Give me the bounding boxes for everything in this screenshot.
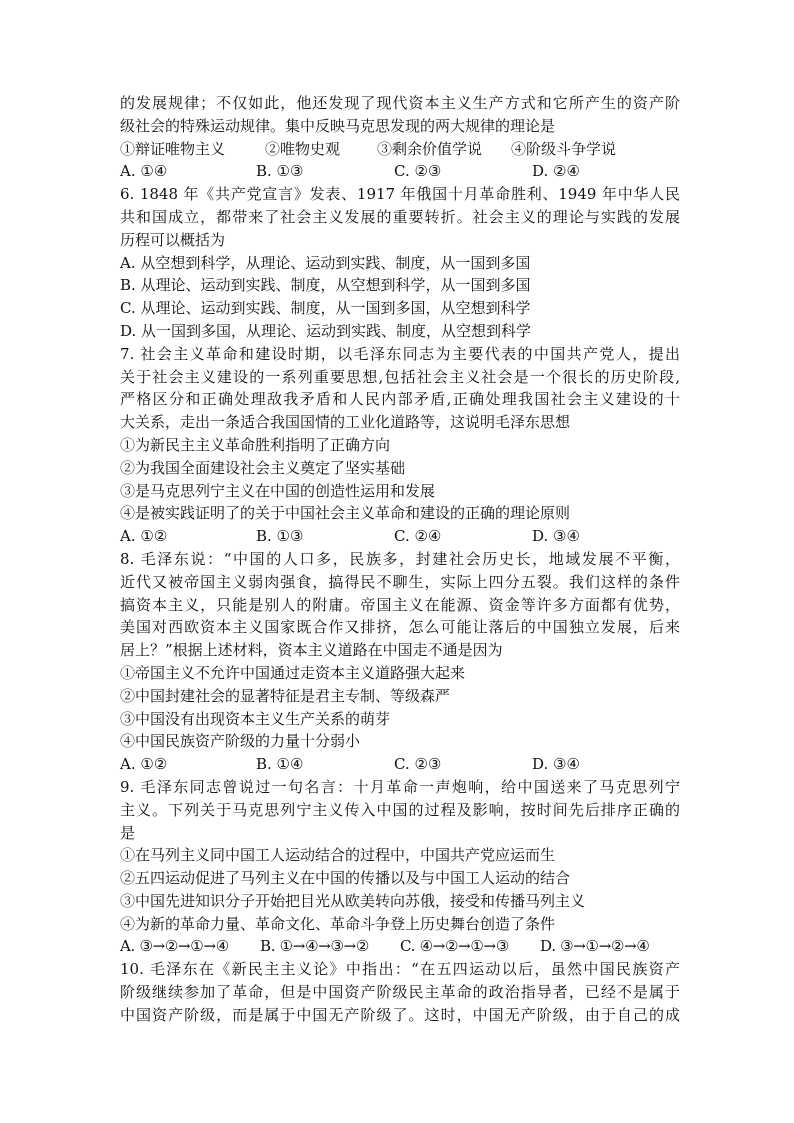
stem-line: 历程可以概括为 (120, 230, 226, 249)
statement: ④阶级斗争学说 (511, 139, 617, 158)
question-8 (120, 548, 680, 776)
option-b: B. ①③ (256, 527, 304, 546)
statement: ①为新民主主义革命胜利指明了正确方向 (120, 435, 391, 454)
option-c: C. ②③ (394, 162, 442, 181)
option-a: A. 从空想到科学，从理论、运动到实践、制度，从一国到多国 (120, 253, 531, 272)
exam-page (120, 92, 680, 1027)
statement: ③剩余价值学说 (377, 139, 483, 158)
stem-line: 9. 毛泽东同志曾说过一句名言：十月革命一声炮响，给中国送来了马克思列宁 (120, 777, 680, 796)
question-6 (120, 183, 680, 343)
statement: ④中国民族资产阶级的力量十分弱小 (120, 732, 361, 751)
option-b: B. ①③ (256, 162, 304, 181)
stem-line: 的发展规律；不仅如此，他还发现了现代资本主义生产方式和它所产生的资产阶 (120, 94, 680, 112)
option-a: A. ①② (120, 755, 168, 774)
option-c: C. ②④ (394, 527, 442, 546)
statement: ①帝国主义不允许中国通过走资本主义道路强大起来 (120, 663, 466, 682)
statement: ②中国封建社会的显著特征是君主专制、等级森严 (120, 686, 451, 705)
stem-line: 中国资产阶级，而是属于中国无产阶级了。这时，中国无产阶级，由于自己的成 (120, 1005, 680, 1024)
option-row (120, 525, 680, 548)
statement: ③中国先进知识分子开始把目光从欧美转向苏俄，接受和传播马列主义 (120, 891, 586, 910)
stem-line: 共和国成立，都带来了社会主义发展的重要转折。社会主义的理论与实践的发展 (120, 207, 680, 226)
option-c: C. 从理论、运动到实践、制度，从一国到多国，从空想到科学 (120, 299, 531, 318)
option-a: A. ①④ (120, 162, 168, 181)
stem-line: 是 (120, 823, 136, 842)
stem-line: 阶级继续参加了革命，但是中国资产阶级民主革命的政治指导者，已经不是属于 (120, 983, 680, 1002)
option-row (120, 160, 680, 183)
question-9 (120, 776, 680, 958)
option-d: D. 从一国到多国，从理论、运动到实践、制度，从空想到科学 (120, 321, 532, 340)
stem-line: 级社会的特殊运动规律。集中反映马克思发现的两大规律的理论是 (120, 116, 556, 135)
option-c: C. ④→②→①→③ (400, 937, 509, 956)
stem-line: 近代又被帝国主义弱肉强食，搞得民不聊生，实际上四分五裂。我们这样的条件 (120, 572, 680, 591)
option-d: D. ③④ (532, 527, 580, 546)
option-d: D. ③→①→②→④ (540, 937, 650, 956)
stem-line: 搞资本主义，只能是别人的附庸。帝国主义在能源、资金等许多方面都有优势， (120, 595, 680, 614)
stem-line: 10. 毛泽东在《新民主主义论》中指出：“在五四运动以后，虽然中国民族资产 (120, 960, 680, 979)
option-a: A. ①② (120, 527, 168, 546)
option-b: B. ①④ (256, 755, 304, 774)
stem-line: 大关系，走出一条适合我国国情的工业化道路等，这说明毛泽东思想 (120, 413, 571, 432)
option-row (120, 753, 680, 776)
statement: ②唯物史观 (265, 139, 341, 158)
option-d: D. ③④ (532, 755, 580, 774)
stem-line: 6. 1848 年《共产党宣言》发表、1917 年俄国十月革命胜利、1949 年中华人民 (120, 185, 680, 204)
statement: ①在马列主义同中国工人运动结合的过程中，中国共产党应运而生 (120, 846, 556, 865)
option-d: D. ②④ (532, 162, 580, 181)
option-row (120, 935, 680, 958)
stem-line: 严格区分和正确处理敌我矛盾和人民内部矛盾,正确处理我国社会主义建设的十 (120, 390, 680, 409)
statement: ④为新的革命力量、革命文化、革命斗争登上历史舞台创造了条件 (120, 914, 556, 933)
stem-line: 8. 毛泽东说：“中国的人口多，民族多，封建社会历史长，地域发展不平衡， (120, 549, 680, 568)
statement: ②为我国全面建设社会主义奠定了坚实基础 (120, 458, 406, 477)
question-10 (120, 958, 680, 1026)
stem-line: 居上？”根据上述材料，资本主义道路在中国走不通是因为 (120, 641, 503, 660)
statement-row (120, 138, 680, 161)
statement: ②五四运动促进了马列主义在中国的传播以及与中国工人运动的结合 (120, 869, 571, 888)
option-b: B. 从理论、运动到实践、制度，从空想到科学，从一国到多国 (120, 276, 531, 295)
question-7 (120, 343, 680, 548)
option-a: A. ③→②→①→④ (120, 937, 229, 956)
statement: ③是马克思列宁主义在中国的创造性运用和发展 (120, 481, 436, 500)
stem-line: 美国对西欧资本主义国家既合作又排挤，怎么可能让落后的中国独立发展，后来 (120, 618, 680, 637)
stem-line: 关于社会主义建设的一系列重要思想,包括社会主义社会是一个很长的历史阶段, (120, 367, 680, 386)
option-b: B. ①→④→③→② (260, 937, 370, 956)
stem-line: 7. 社会主义革命和建设时期，以毛泽东同志为主要代表的中国共产党人，提出 (120, 344, 680, 363)
stem-line: 主义。下列关于马克思列宁主义传入中国的过程及影响，按时间先后排序正确的 (120, 800, 680, 819)
statement: ③中国没有出现资本主义生产关系的萌芽 (120, 709, 391, 728)
statement: ④是被实践证明了的关于中国社会主义革命和建设的正确的理论原则 (120, 504, 571, 523)
statement: ①辩证唯物主义 (120, 139, 226, 158)
option-c: C. ②③ (394, 755, 442, 774)
question-5 (120, 92, 680, 183)
